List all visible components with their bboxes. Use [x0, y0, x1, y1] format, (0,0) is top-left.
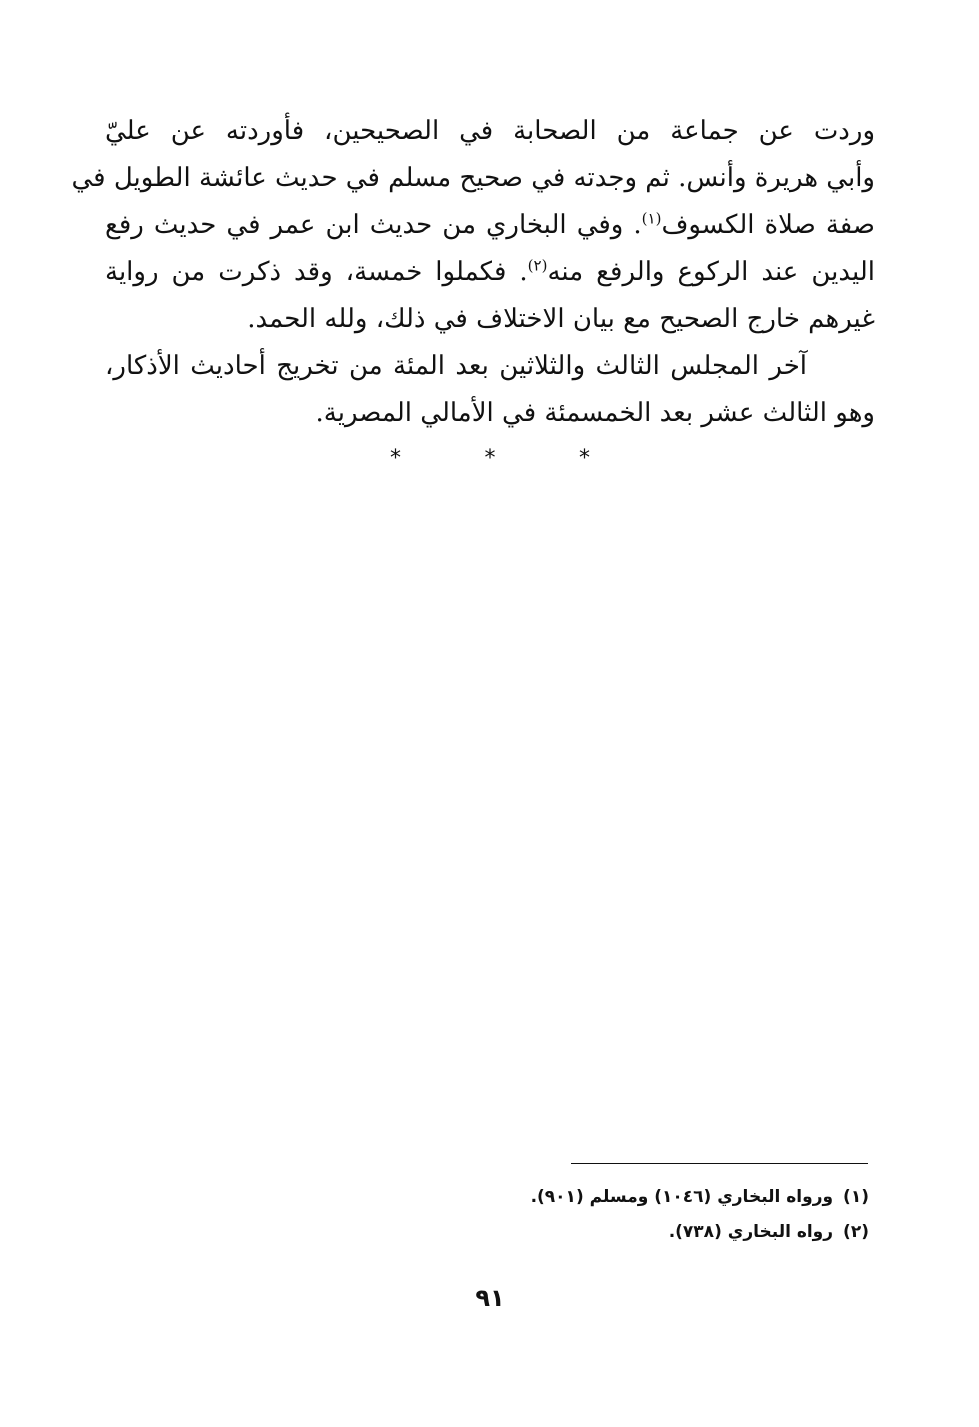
footnote-number: (١): [843, 1187, 869, 1207]
footnote-number: (٢): [843, 1222, 869, 1242]
text-line-4: [105, 249, 875, 296]
text-line-1: وردت عن جماعة من الصحابة في الصحيحين، فأوردته عن عليّ: [105, 116, 875, 146]
closing-line-1: آخر المجلس الثالث والثلاثين بعد المئة من تخريج أحاديث الأذكار،: [105, 351, 807, 381]
footnote-ref-2[interactable]: (٢): [527, 256, 548, 275]
footnote-text: ورواه البخاري (١٠٤٦) ومسلم (٩٠١).: [530, 1187, 834, 1207]
separator-star-icon: *: [579, 446, 590, 471]
footnote-1: [369, 1180, 869, 1215]
text-line-3-part-2: . وفي البخاري من حديث ابن عمر في حديث رفع: [105, 210, 642, 240]
footnote-2: [369, 1215, 869, 1250]
text-line-5: غيرهم خارج الصحيح مع بيان الاختلاف في ذلك، ولله الحمد.: [247, 304, 875, 334]
text-line-3-part-1: صفة صلاة الكسوف: [661, 210, 875, 240]
text-line-2: وأبي هريرة وأنس. ثم وجدته في صحيح مسلم في حديث عائشة الطويل في: [71, 163, 875, 193]
footnotes: [369, 1180, 869, 1250]
footnote-divider: [571, 1163, 868, 1164]
text-line-3: [105, 202, 875, 249]
footnote-ref-1[interactable]: (١): [641, 209, 662, 228]
closing-line-2: وهو الثالث عشر بعد الخمسمئة في الأمالي المصرية.: [315, 398, 875, 428]
separator-star-icon: *: [484, 446, 496, 471]
main-text: [71, 108, 876, 437]
section-separator: [390, 446, 590, 471]
text-line-4-part-2: . فكملوا خمسة، وقد ذكرت من رواية: [105, 257, 528, 287]
footnote-text: رواه البخاري (٧٣٨).: [668, 1222, 834, 1242]
text-line-4-part-1: اليدين عند الركوع والرفع منه: [547, 257, 876, 287]
separator-star-icon: *: [390, 446, 401, 471]
page-number: ٩١: [475, 1284, 505, 1312]
